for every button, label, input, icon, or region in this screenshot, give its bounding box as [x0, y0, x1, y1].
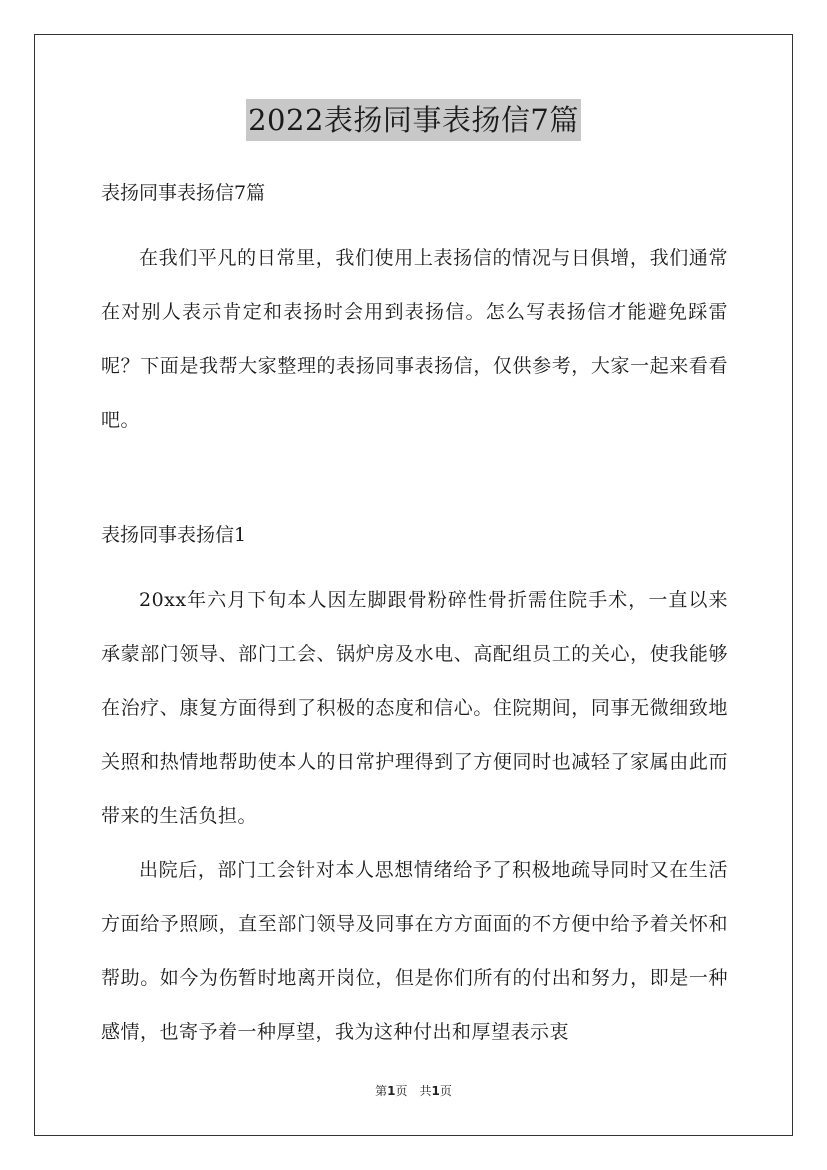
document-subtitle: 表扬同事表扬信7篇	[101, 182, 266, 204]
footer-page-number: 1	[387, 1084, 396, 1098]
title-container	[0, 99, 827, 141]
spacer	[101, 211, 728, 231]
document-body	[101, 175, 728, 1059]
spacer	[101, 553, 728, 573]
body-paragraph-2: 出院后，部门工会针对本人思想情绪给予了积极地疏导同时又在生活方面给予照顾，直至部门领导及同事在方方面面的不方便中给予着关怀和帮助。如今为伤暂时地离开岗位，但是你们所有的付出和努力，即是一种感情，也寄予着一种厚望，我为这种付出和厚望表示衷	[101, 859, 728, 1043]
footer-total-pages: 1	[431, 1084, 440, 1098]
footer-mid: 页 共	[395, 1084, 432, 1098]
intro-paragraph: 在我们平凡的日常里，我们使用上表扬信的情况与日俱增，我们通常在对别人表示肯定和表扬时会用到表扬信。怎么写表扬信才能避免踩雷呢？下面是我帮大家整理的表扬同事表扬信，仅供参考，大家一起来看看吧。	[101, 247, 728, 431]
footer-suffix: 页	[439, 1084, 452, 1098]
document-title: 2022表扬同事表扬信7篇	[246, 99, 581, 141]
body-paragraph-1: 20xx年六月下旬本人因左脚跟骨粉碎性骨折需住院手术，一直以来承蒙部门领导、部门工会、锅炉房及水电、高配组员工的关心，使我能够在治疗、康复方面得到了积极的态度和信心。住院期间，同事无微细致地关照和热情地帮助使本人的日常护理得到了方便同时也减轻了家属由此而带来的生活负担。	[101, 589, 728, 827]
section-heading: 表扬同事表扬信1	[101, 524, 247, 546]
footer-prefix: 第	[375, 1084, 388, 1098]
spacer	[101, 447, 728, 517]
page-footer	[0, 1082, 827, 1099]
